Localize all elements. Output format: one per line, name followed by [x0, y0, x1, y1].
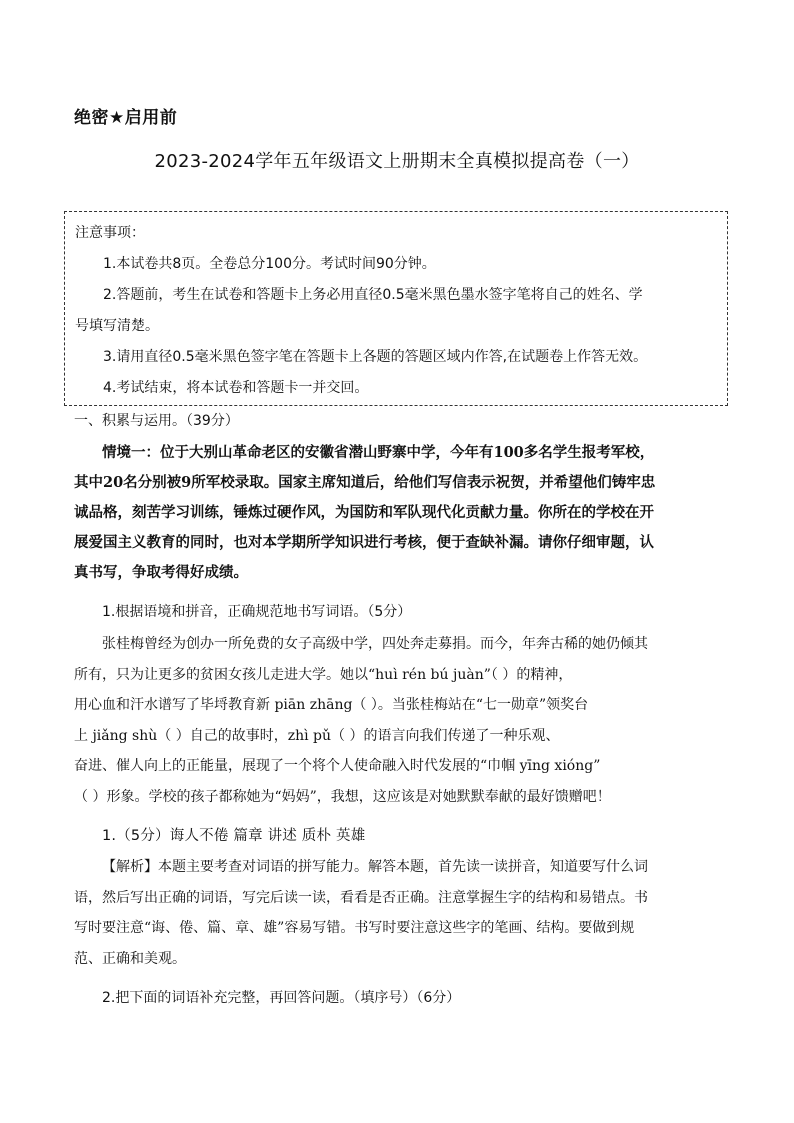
passage-line: 奋进、催人向上的正能量，展现了一个将个人使命融入时代发展的“巾帼 yīng xióng”: [74, 758, 601, 774]
passage-line: 张桂梅曾经为创办一所免费的女子高级中学，四处奔走募捐。而今，年奔古稀的她仍倾其: [102, 636, 648, 652]
question-1-analysis: [74, 852, 734, 974]
question-2-prompt: 2.把下面的词语补充完整，再回答问题。（填序号）（6分）: [102, 990, 461, 1006]
context-line: 诚品格，刻苦学习训练，锤炼过硬作风，为国防和军队现代化贡献力量。你所在的学校在开: [74, 504, 654, 521]
analysis-line: 写时要注意“诲、倦、篇、章、雄”容易写错。书写时要注意这些字的笔画、结构。要做到规: [74, 920, 635, 936]
context-paragraph: [74, 438, 724, 588]
passage-line: 所有，只为让更多的贫困女孩儿走进大学。她以“huì rén bú juàn”（ ）的精神，: [74, 666, 573, 683]
section-heading: 一、积累与运用。（39分）: [74, 413, 239, 429]
passage-line: 上 jiǎng shù（ ）自己的故事时，zhì pǔ（ ）的语言向我们传递了一种乐观、: [74, 727, 560, 744]
context-line: 真书写，争取考得好成绩。: [74, 564, 248, 581]
context-line: 情境一：位于大别山革命老区的安徽省潜山野寨中学，今年有100多名学生报考军校，: [102, 444, 655, 461]
page-title: 2023-2024学年五年级语文上册期末全真模拟提高卷（一）: [154, 151, 640, 172]
notice-item-3: 3.请用直径0.5毫米黑色签字笔在答题卡上各题的答题区域内作答,在试题卷上作答无效。: [103, 349, 648, 365]
notice-box: [64, 211, 728, 406]
notice-item-2-line-2: 号填写清楚。: [75, 318, 159, 334]
analysis-line: 语，然后写出正确的词语，写完后读一读，看看是否正确。注意掌握生字的结构和易错点。书: [74, 889, 648, 906]
notice-item-1: 1.本试卷共8页。全卷总分100分。考试时间90分钟。: [103, 256, 436, 272]
question-1-prompt: 1.根据语境和拼音，正确规范地书写词语。（5分）: [102, 604, 412, 620]
notice-item-4: 4.考试结束，将本试卷和答题卡一并交回。: [103, 380, 369, 396]
question-1-answer: 1.（5分）诲人不倦 篇章 讲述 质朴 英雄: [102, 828, 366, 844]
question-1-passage: [74, 629, 734, 812]
analysis-line: 【解析】本题主要考查对词语的拼写能力。解答本题，首先读一读拼音，知道要写什么词: [102, 859, 648, 875]
context-line: 展爱国主义教育的同时，也对本学期所学知识进行考核，便于查缺补漏。请你仔细审题，认: [74, 534, 654, 551]
passage-line: 用心血和汗水谱写了毕埒教育新 piān zhāng（ ）。当张桂梅站在“七一勋章”领奖台: [74, 697, 589, 713]
analysis-line: 范、正确和美观。: [74, 950, 186, 967]
notice-item-2-line-1: 2.答题前，考生在试卷和答题卡上务必用直径0.5毫米黑色墨水签字笔将自己的姓名、学: [103, 287, 643, 303]
confidential-label: 绝密★启用前: [74, 108, 178, 128]
context-line: 其中20名分别被9所军校录取。国家主席知道后，给他们写信表示祝贺，并希望他们铸牢忠: [74, 474, 656, 491]
passage-line: （ ）形象。学校的孩子都称她为“妈妈”，我想，这应该是对她默默奉献的最好馈赠吧！: [74, 788, 611, 805]
notice-heading: 注意事项：: [75, 225, 145, 241]
